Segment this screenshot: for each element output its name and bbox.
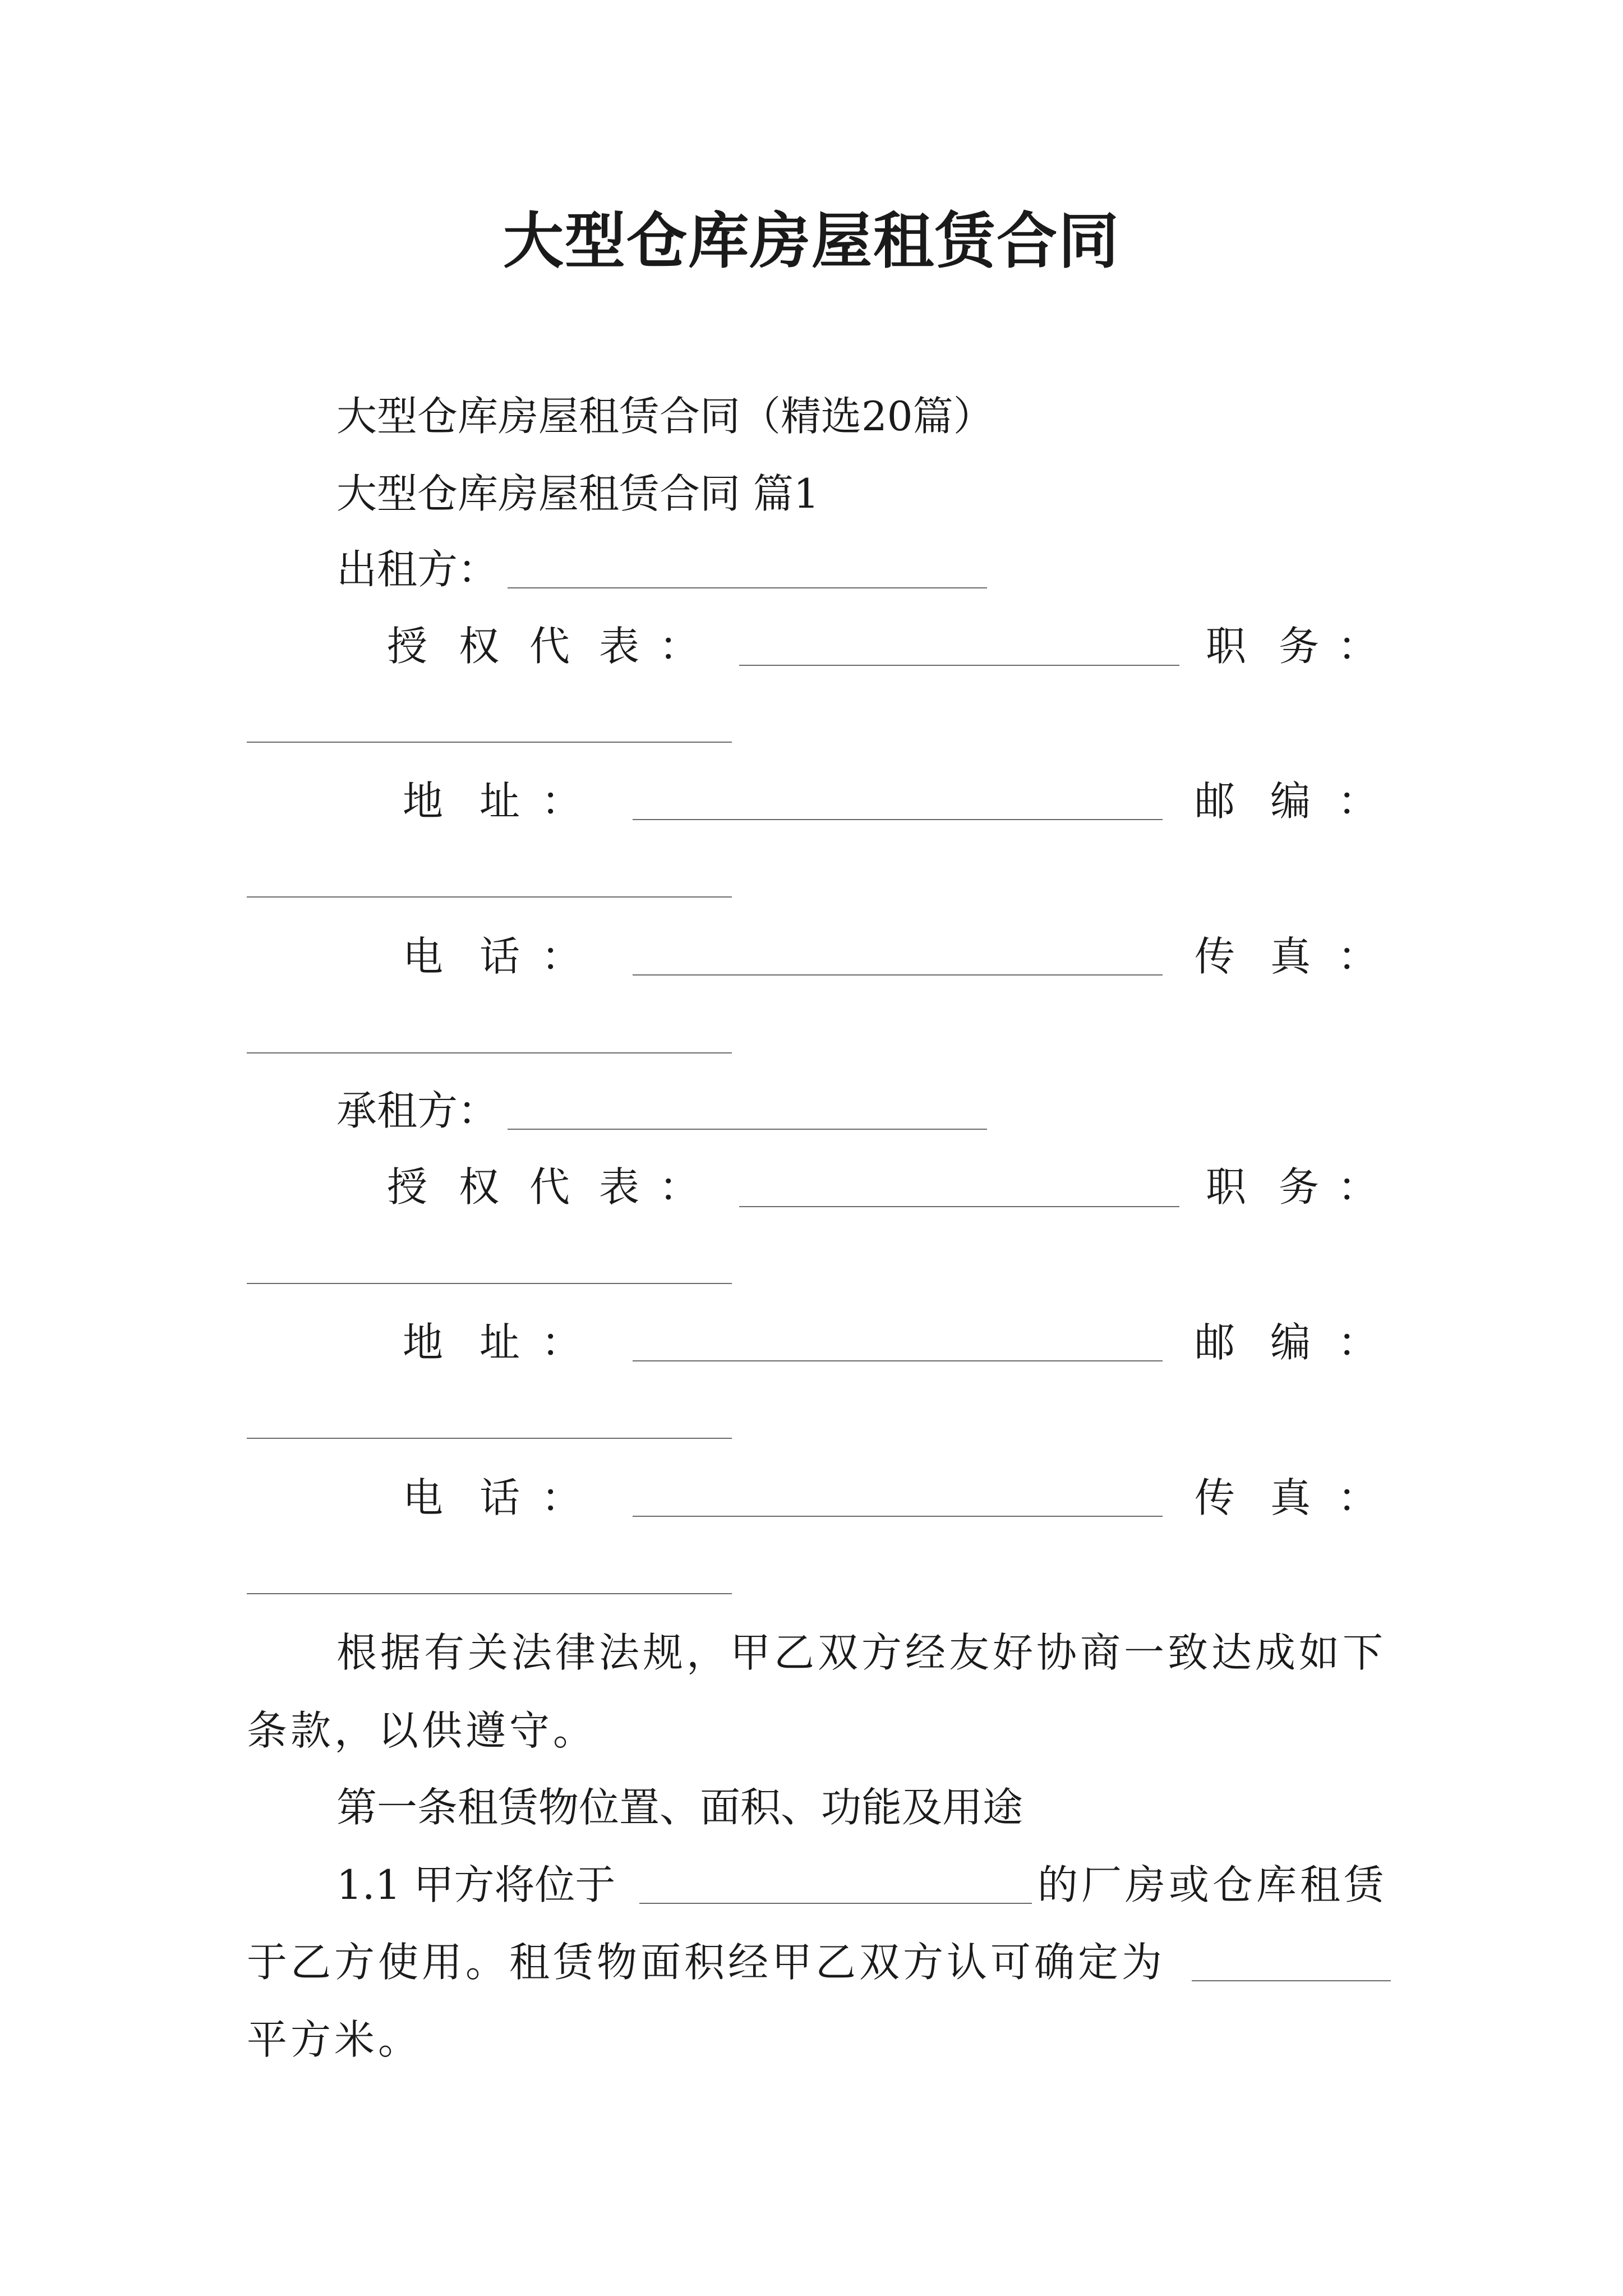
lessor-postcode-blank[interactable] [247, 896, 732, 898]
lessor-postcode-char2: 编 [1270, 777, 1311, 825]
lessor-representative-blank[interactable] [739, 665, 1179, 666]
lessor-phone-char1: 电 [403, 933, 444, 980]
lessor-postcode-colon: ： [1338, 777, 1378, 825]
lessee-fax-colon: ： [1338, 1474, 1378, 1521]
lessor-position-char1: 职 [1206, 623, 1247, 670]
lessee-label: 承租方： [336, 1087, 499, 1134]
clause-1-1-location-blank[interactable] [639, 1903, 1032, 1904]
lessor-representative-char4: 表 [599, 623, 640, 670]
lessee-position-blank[interactable] [247, 1283, 732, 1284]
lessee-phone-colon: ： [541, 1474, 582, 1521]
lessor-position-blank[interactable] [247, 742, 732, 743]
lessee-phone-blank[interactable] [633, 1516, 1163, 1517]
lessee-position-colon: ： [1338, 1163, 1378, 1211]
lessor-fax-blank[interactable] [247, 1052, 732, 1053]
lessee-address-char1: 地 [403, 1319, 444, 1366]
lessor-address-char2: 址 [479, 777, 520, 825]
lessee-postcode-blank[interactable] [247, 1438, 732, 1439]
lessor-address-char1: 地 [403, 777, 444, 825]
lessor-label: 出租方： [336, 546, 499, 593]
lessee-name-blank[interactable] [508, 1129, 987, 1130]
lessor-address-colon: ： [541, 777, 582, 825]
lessee-representative-char1: 授 [387, 1163, 428, 1211]
lessee-fax-blank[interactable] [247, 1593, 732, 1594]
lessor-position-char2: 务 [1279, 623, 1320, 670]
lessee-fax-char1: 传 [1195, 1474, 1235, 1521]
lessor-representative-char3: 代 [529, 623, 570, 670]
lessor-fax-colon: ： [1338, 933, 1378, 980]
lessor-phone-blank[interactable] [633, 974, 1163, 976]
lessee-position-char2: 务 [1279, 1163, 1320, 1211]
lessee-postcode-char1: 邮 [1195, 1319, 1235, 1366]
clause-1-1-part3: 于乙方使用。租赁物面积经甲乙双方认可确定为 [247, 1939, 1166, 1986]
intro-paragraph-line1: 根据有关法律法规，甲乙双方经友好协商一致达成如下 [336, 1629, 1387, 1676]
lessee-address-blank[interactable] [633, 1360, 1163, 1361]
lessor-address-blank[interactable] [633, 819, 1163, 820]
document-title: 大型仓库房屋租赁合同 [502, 206, 1120, 277]
lessor-phone-colon: ： [541, 933, 582, 980]
lessor-postcode-char1: 邮 [1195, 777, 1235, 825]
lessee-representative-char4: 表 [599, 1163, 640, 1211]
clause-1-1-part4: 平方米。 [247, 2016, 422, 2063]
clause-1-1-area-blank[interactable] [1192, 1980, 1391, 1981]
lessee-representative-char3: 代 [529, 1163, 570, 1211]
clause-1-1-part1: 1.1 甲方将位于 [336, 1861, 616, 1908]
lessee-representative-colon: ： [659, 1163, 700, 1211]
lessee-fax-char2: 真 [1270, 1474, 1311, 1521]
lessor-position-colon: ： [1338, 623, 1378, 670]
lessor-fax-char2: 真 [1270, 933, 1311, 980]
article1-heading: 第一条租赁物位置、面积、功能及用途 [336, 1784, 1023, 1831]
lessee-representative-char2: 权 [459, 1163, 500, 1211]
section-heading: 大型仓库房屋租赁合同 篇1 [336, 470, 819, 517]
clause-1-1-part2: 的厂房或仓库租赁 [1038, 1861, 1388, 1908]
lessee-postcode-char2: 编 [1270, 1319, 1311, 1366]
lessee-position-char1: 职 [1206, 1163, 1247, 1211]
lessor-fax-char1: 传 [1195, 933, 1235, 980]
lessee-representative-blank[interactable] [739, 1206, 1179, 1207]
lessor-representative-colon: ： [659, 623, 700, 670]
lessor-representative-label: 授 [387, 623, 428, 670]
intro-paragraph-line2: 条款，以供遵守。 [247, 1707, 597, 1754]
lessor-name-blank[interactable] [508, 587, 987, 588]
document-subtitle: 大型仓库房屋租赁合同（精选20篇） [336, 393, 994, 440]
lessee-phone-char2: 话 [479, 1474, 520, 1521]
lessee-postcode-colon: ： [1338, 1319, 1378, 1366]
lessor-phone-char2: 话 [479, 933, 520, 980]
lessee-address-char2: 址 [479, 1319, 520, 1366]
lessee-phone-char1: 电 [403, 1474, 444, 1521]
lessor-representative-char2: 权 [459, 623, 500, 670]
lessee-address-colon: ： [541, 1319, 582, 1366]
